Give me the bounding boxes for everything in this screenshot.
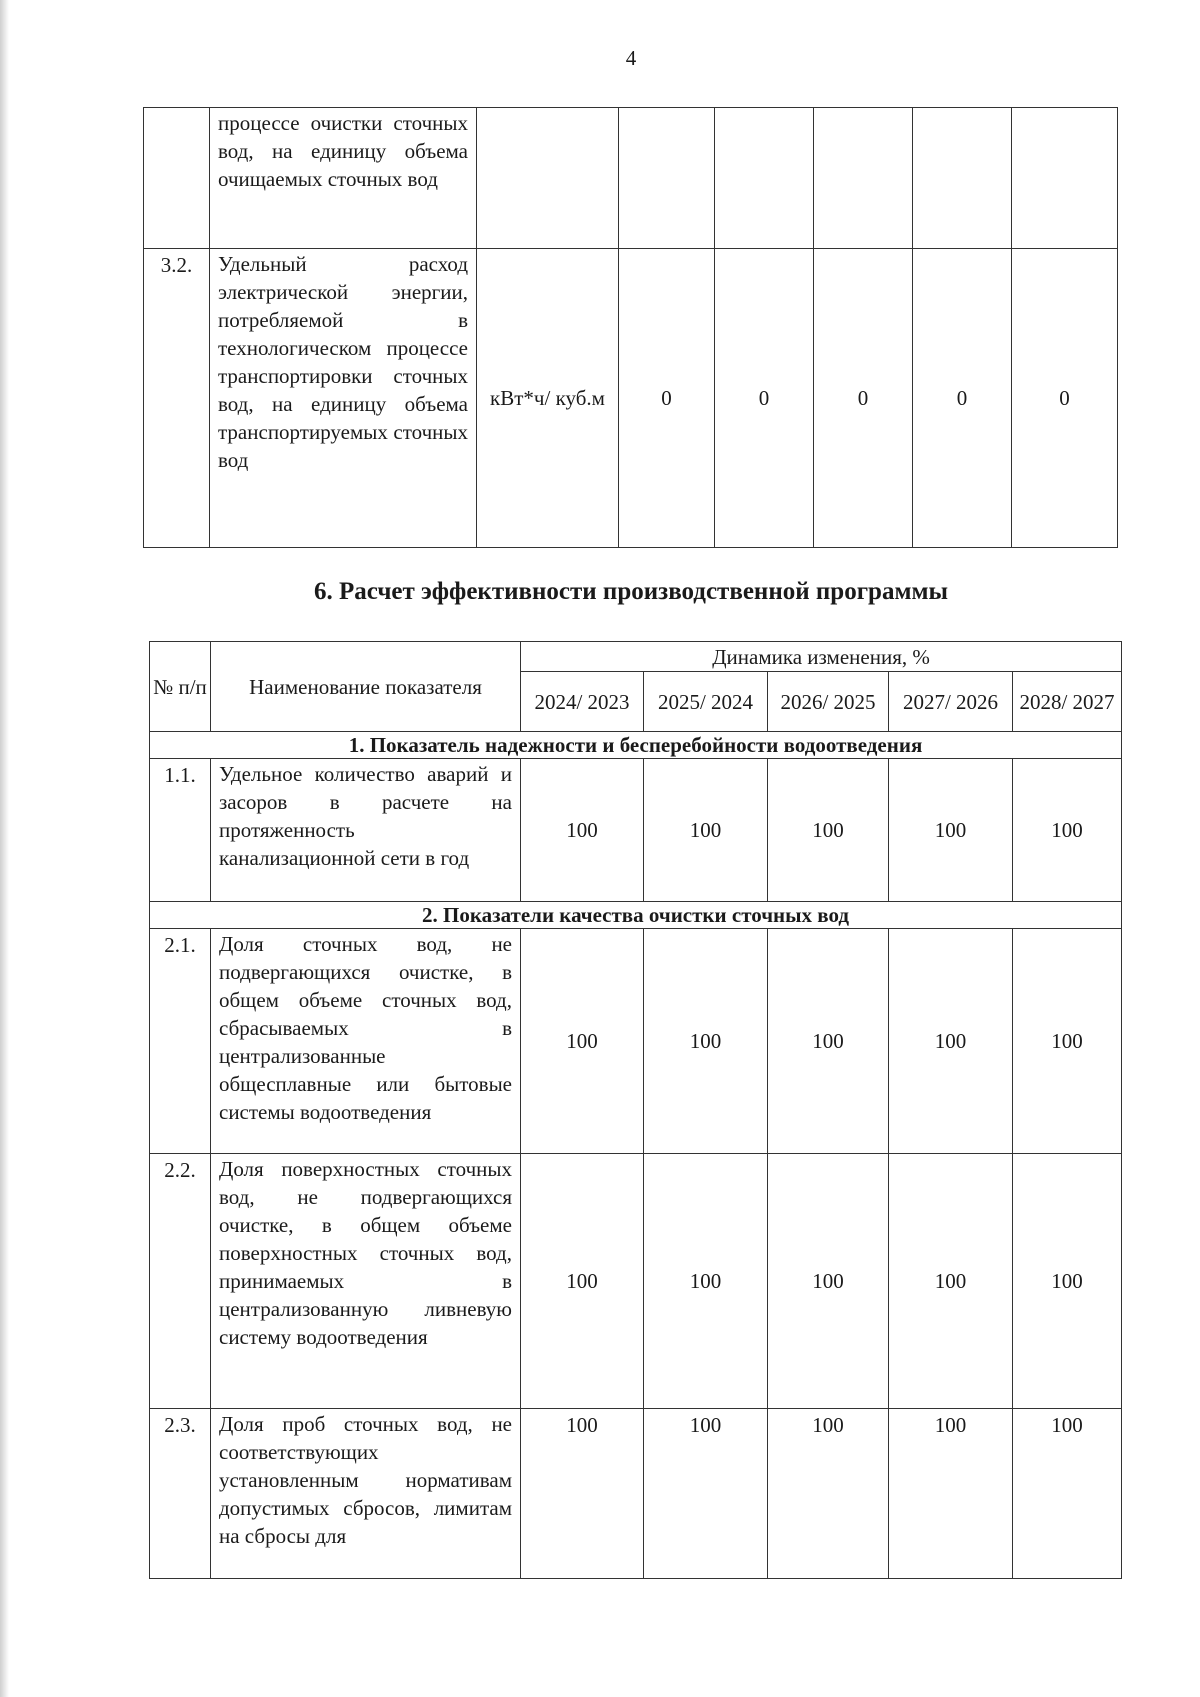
header-year: 2028/ 2027 — [1013, 672, 1122, 732]
unit-cell — [477, 108, 619, 249]
value-cell: 0 — [814, 249, 913, 548]
value-cell: 100 — [1013, 759, 1122, 902]
row-number: 1.1. — [150, 759, 211, 902]
indicator-name: Доля поверхностных сточных вод, не подвергающихся очистке, в общем объеме поверхностных сточных вод, принимаемых в централизованную ливневую систему водоотведения — [211, 1154, 521, 1409]
header-year: 2026/ 2025 — [768, 672, 889, 732]
section-title: 2. Показатели качества очистки сточных вод — [150, 902, 1122, 929]
row-number: 2.3. — [150, 1409, 211, 1579]
header-dynamics: Динамика изменения, % — [521, 642, 1122, 672]
value-cell: 100 — [889, 759, 1013, 902]
table-row — [150, 929, 1122, 1154]
header-number: № п/п — [150, 642, 211, 732]
section-heading: 6. Расчет эффективности производственной программы — [313, 578, 949, 605]
value-cell — [715, 108, 814, 249]
table-efficiency-indicators-continued — [143, 107, 1118, 548]
table-row — [150, 759, 1122, 902]
table-row — [150, 1154, 1122, 1409]
table-row — [144, 249, 1118, 548]
indicator-name: Удельное количество аварий и засоров в расчете на протяженность канализационной сети в год — [211, 759, 521, 902]
value-cell: 100 — [644, 929, 768, 1154]
row-number: 3.2. — [144, 249, 210, 548]
row-number: 2.2. — [150, 1154, 211, 1409]
header-row — [150, 642, 1122, 672]
value-cell: 100 — [521, 759, 644, 902]
section-title-row — [150, 732, 1122, 759]
value-cell: 100 — [644, 1154, 768, 1409]
value-cell: 100 — [889, 1154, 1013, 1409]
value-cell: 100 — [768, 1409, 889, 1579]
indicator-name: Удельный расход электрической энергии, потребляемой в технологическом процессе транспортировки сточных вод, на единицу объема транспортируемых сточных вод — [210, 249, 477, 548]
table-program-efficiency — [149, 641, 1122, 1579]
value-cell — [913, 108, 1012, 249]
value-cell — [619, 108, 715, 249]
value-cell: 100 — [889, 929, 1013, 1154]
value-cell — [1012, 108, 1118, 249]
value-cell: 100 — [1013, 1154, 1122, 1409]
value-cell: 100 — [768, 1154, 889, 1409]
row-number — [144, 108, 210, 249]
value-cell: 100 — [644, 1409, 768, 1579]
section-title: 1. Показатель надежности и бесперебойности водоотведения — [150, 732, 1122, 759]
page-number: 4 — [625, 46, 637, 70]
indicator-name: Доля проб сточных вод, не соответствующих установленным нормативам допустимых сбросов, лимитам на сбросы для — [211, 1409, 521, 1579]
value-cell: 0 — [1012, 249, 1118, 548]
indicator-name: процессе очистки сточных вод, на единицу объема очищаемых сточных вод — [210, 108, 477, 249]
value-cell: 0 — [913, 249, 1012, 548]
value-cell: 0 — [619, 249, 715, 548]
row-number: 2.1. — [150, 929, 211, 1154]
value-cell: 100 — [521, 1154, 644, 1409]
indicator-name: Доля сточных вод, не подвергающихся очистке, в общем объеме сточных вод, сбрасываемых в централизованные общесплавные или бытовые системы водоотведения — [211, 929, 521, 1154]
table-row — [150, 1409, 1122, 1579]
unit-cell: кВт*ч/ куб.м — [477, 249, 619, 548]
value-cell: 100 — [521, 1409, 644, 1579]
header-year: 2027/ 2026 — [889, 672, 1013, 732]
header-year: 2025/ 2024 — [644, 672, 768, 732]
value-cell: 100 — [768, 759, 889, 902]
value-cell: 0 — [715, 249, 814, 548]
value-cell: 100 — [644, 759, 768, 902]
table-row — [144, 108, 1118, 249]
value-cell: 100 — [1013, 1409, 1122, 1579]
value-cell: 100 — [1013, 929, 1122, 1154]
value-cell: 100 — [889, 1409, 1013, 1579]
header-year: 2024/ 2023 — [521, 672, 644, 732]
scan-edge — [0, 0, 9, 1697]
section-title-row — [150, 902, 1122, 929]
header-indicator-name: Наименование показателя — [211, 642, 521, 732]
value-cell: 100 — [768, 929, 889, 1154]
value-cell: 100 — [521, 929, 644, 1154]
value-cell — [814, 108, 913, 249]
